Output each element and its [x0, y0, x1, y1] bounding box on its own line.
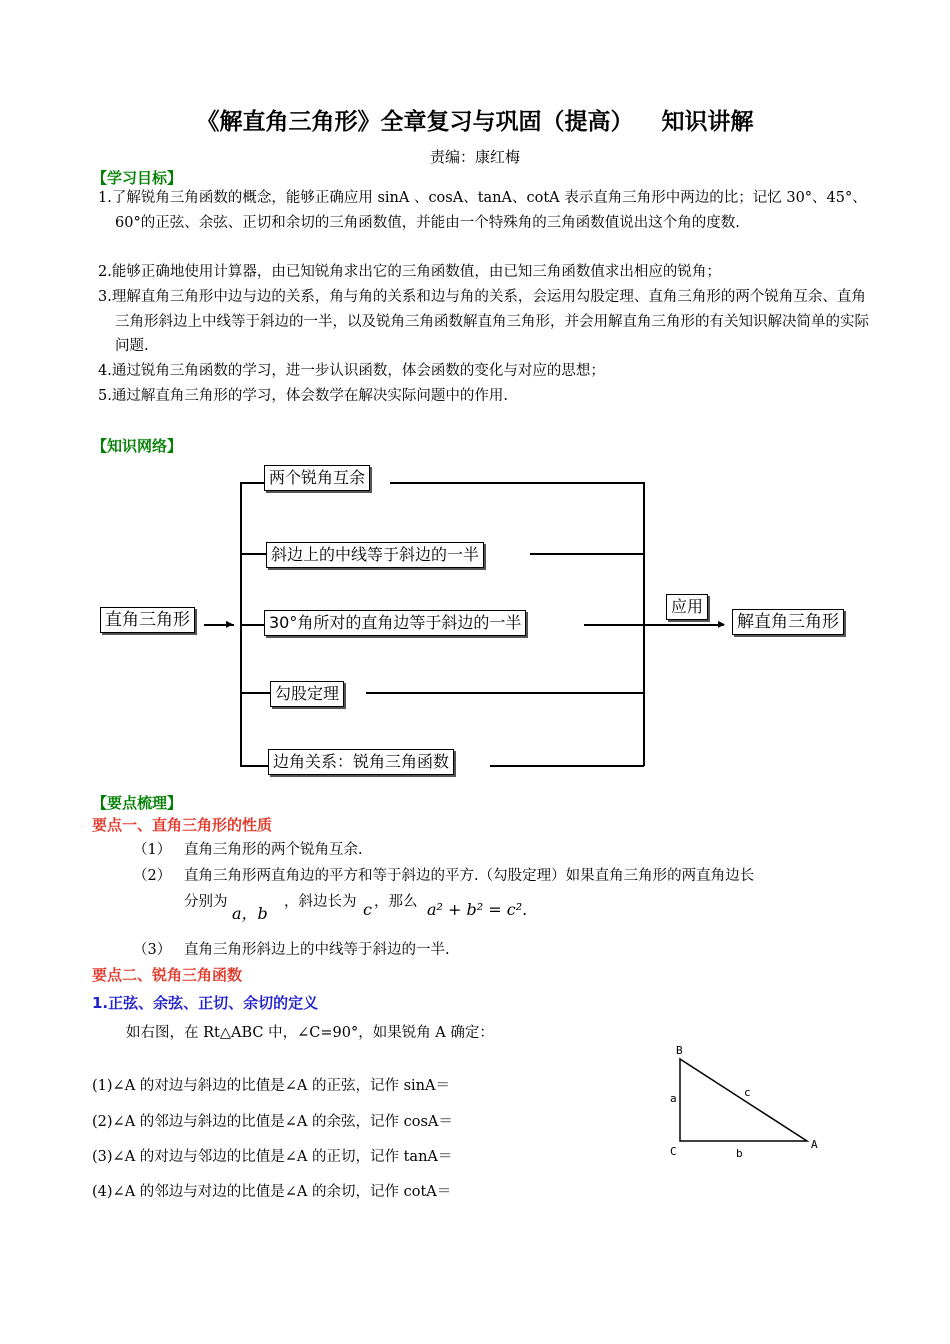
definition-sin: (1)∠A 的对边与斜边的比值是∠A 的正弦，记作 sinA＝ — [92, 1078, 450, 1094]
keypoints-heading: 【要点梳理】 — [92, 794, 183, 812]
goal-item-3: 3.理解直角三角形中边与边的关系，角与角的关系和边与角的关系，会运用勾股定理、直角三角形的两个锐角互余、直角三角形斜边上中线等于斜边的一半，以及锐角三角函数解直角三角形，并会用解直角三角形的有关知识解决简单的实际问题. — [98, 289, 869, 354]
connector-right-4 — [366, 692, 644, 694]
property-text-3: 直角三角形斜边上的中线等于斜边的一半. — [184, 942, 450, 958]
network-root-box: 直角三角形 — [100, 607, 195, 633]
property-text-1: 直角三角形的两个锐角互余. — [184, 842, 363, 858]
definition-cos: (2)∠A 的邻边与斜边的比值是∠A 的余弦，记作 cosA＝ — [92, 1114, 453, 1130]
text-fragment: 分别为 — [184, 894, 228, 910]
right-triangle-figure — [660, 1040, 830, 1165]
definition-subtitle: 1.正弦、余弦、正切、余切的定义 — [92, 994, 319, 1012]
arrow-head-icon: ▸ — [226, 616, 234, 632]
var-c: c — [363, 900, 372, 919]
side-a-label: a — [670, 1092, 677, 1105]
definition-intro: 如右图，在 Rt△ABC 中，∠C=90°，如果锐角 A 确定： — [126, 1025, 494, 1041]
pythagorean-formula: a² + b² = c². — [427, 900, 528, 919]
definition-cot: (4)∠A 的邻边与对边的比值是∠A 的余切，记作 cotA＝ — [92, 1184, 452, 1200]
connector-left-2 — [240, 553, 266, 555]
arrow-head-icon: ▸ — [718, 616, 726, 632]
network-target-box: 解直角三角形 — [732, 609, 844, 635]
vertex-b-label: B — [676, 1044, 683, 1057]
connector-right-5 — [490, 765, 644, 767]
goal-item-2: 2.能够正确地使用计算器，由已知锐角求出它的三角函数值，由已知三角函数值求出相应的锐角； — [98, 264, 721, 280]
network-branch-3: 30°角所对的直角边等于斜边的一半 — [264, 610, 526, 636]
side-c-label: c — [744, 1086, 751, 1099]
connector-left-1 — [240, 482, 266, 484]
goals-heading: 【学习目标】 — [92, 169, 183, 187]
goal-item-1: 1.了解锐角三角函数的概念，能够正确应用 sinA 、cosA、tanA、cotA 表示直角三角形中两边的比；记忆 30°、45°、60°的正弦、余弦、正切和余切的三角函数值，并能由一个特殊角的三角函数值说出这个角的度数. — [98, 190, 867, 231]
page-title — [0, 103, 950, 136]
connector-right-3 — [584, 624, 724, 626]
network-branch-4: 勾股定理 — [270, 681, 344, 707]
keypoint1-title: 要点一、直角三角形的性质 — [92, 816, 273, 834]
network-apply-label: 应用 — [666, 594, 708, 620]
var-a-b: a，b — [232, 904, 268, 923]
triangle-shape — [680, 1059, 807, 1141]
goal-item-5: 5.通过解直角三角形的学习，体会数学在解决实际问题中的作用. — [98, 388, 508, 404]
connector-left-5 — [240, 765, 270, 767]
text-fragment: ，斜边长为 — [284, 894, 357, 910]
title-suffix: 知识讲解 — [661, 109, 754, 135]
property-text-2-cont — [184, 890, 228, 911]
goal-item-4: 4.通过锐角三角函数的学习，进一步认识函数，体会函数的变化与对应的思想； — [98, 363, 605, 379]
connector-left-3 — [240, 624, 266, 626]
network-heading: 【知识网络】 — [92, 437, 183, 455]
property-text-2: 直角三角形两直角边的平方和等于斜边的平方.（勾股定理）如果直角三角形的两直角边长 — [184, 868, 755, 884]
connector-right-2 — [530, 553, 644, 555]
side-b-label: b — [736, 1147, 743, 1160]
network-branch-5: 边角关系：锐角三角函数 — [268, 749, 454, 775]
property-num-1: （1） — [133, 842, 172, 858]
keypoint2-title: 要点二、锐角三角函数 — [92, 966, 243, 984]
title-main: 《解直角三角形》全章复习与巩固（提高） — [196, 109, 634, 135]
connector-right-1 — [390, 482, 644, 484]
property-num-2: （2） — [133, 868, 172, 884]
network-branch-2: 斜边上的中线等于斜边的一半 — [266, 542, 484, 568]
vertex-c-label: C — [670, 1145, 677, 1158]
editor-line: 责编：康红梅 — [429, 148, 520, 166]
vertex-a-label: A — [811, 1138, 818, 1151]
text-fragment: ，那么 — [374, 894, 418, 910]
network-branch-1: 两个锐角互余 — [264, 465, 370, 491]
property-num-3: （3） — [133, 942, 172, 958]
connector-left-4 — [240, 692, 270, 694]
definition-tan: (3)∠A 的对边与邻边的比值是∠A 的正切，记作 tanA＝ — [92, 1149, 453, 1165]
